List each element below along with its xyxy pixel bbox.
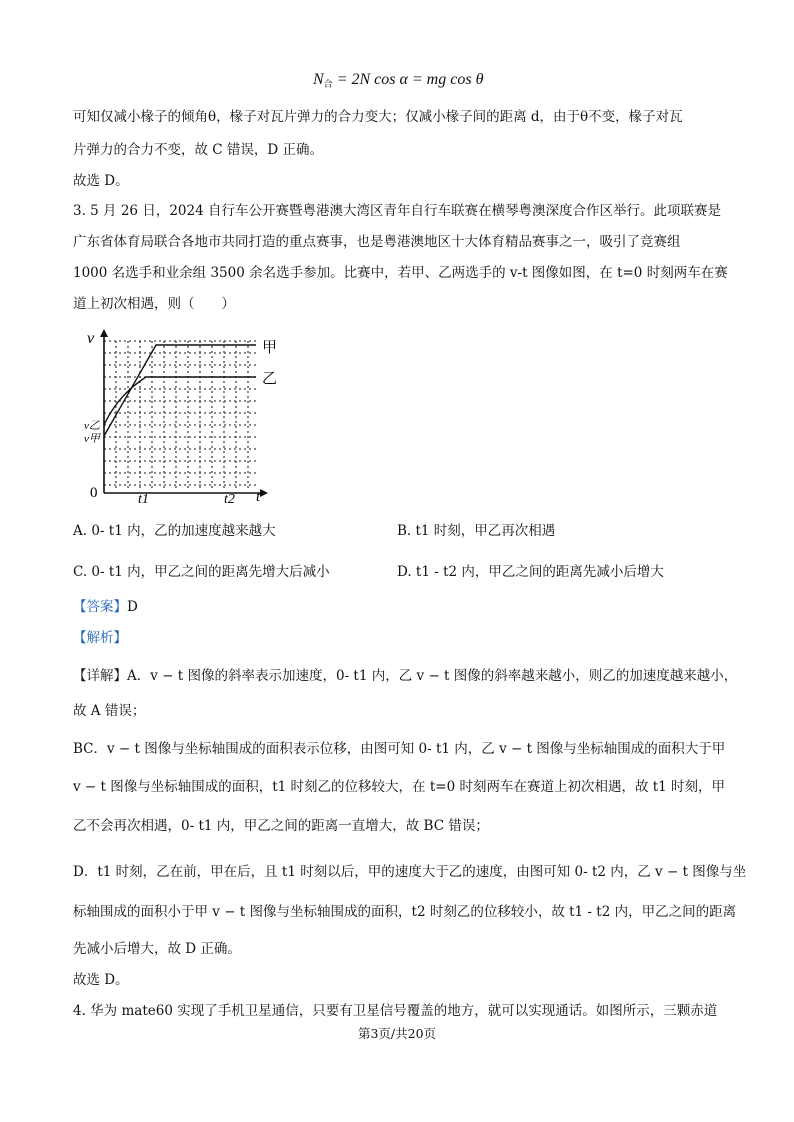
- y-axis-label: v: [87, 330, 95, 347]
- question-line-3: 1000 名选手和业余组 3500 余名选手参加。比赛中，若甲、乙两选手的 v-t 图像如图，在 t=0 时刻两车在赛: [73, 265, 728, 281]
- t1-label: t1: [138, 492, 149, 505]
- detail-line-3: BC．v − t 图像与坐标轴围成的面积表示位移，由图可知 0- t1 内，乙 v − t 图像与坐标轴围成的面积大于甲: [73, 741, 726, 757]
- detail-line-6: D．t1 时刻，乙在前，甲在后，且 t1 时刻以后，甲的速度大于乙的速度，由图可知 0- t2 内，乙 v − t 图像与坐: [73, 864, 747, 880]
- answer-label: 答案: [86, 599, 114, 615]
- prev-line-2: 片弹力的合力不变，故 C 错误，D 正确。: [73, 142, 324, 158]
- option-a: A. 0- t1 内，乙的加速度越来越大: [73, 523, 276, 539]
- detail-line-5: 乙不会再次相遇，0- t1 内，甲乙之间的距离一直增大，故 BC 错误；: [73, 818, 489, 834]
- answer-bracket-close: 】: [113, 599, 127, 615]
- series-yi-label: 乙: [262, 371, 278, 387]
- series-jia-line: [104, 345, 256, 436]
- v-jia-label: v甲: [84, 433, 100, 445]
- origin-label: 0: [90, 485, 98, 501]
- option-b: B. t1 时刻，甲乙再次相遇: [397, 523, 556, 539]
- prev-answer: 故选 D。: [73, 173, 129, 189]
- next-question-line: 4. 华为 mate60 实现了手机卫星通信，只要有卫星信号覆盖的地方，就可以实现通话。如图所示，三颗赤道: [73, 1003, 718, 1019]
- series-jia-label: 甲: [262, 340, 278, 356]
- option-c: C. 0- t1 内，甲乙之间的距离先增大后减小: [73, 564, 330, 580]
- option-d: D. t1 - t2 内，甲乙之间的距离先减小后增大: [397, 564, 664, 580]
- question-line-1: 3. 5 月 26 日，2024 自行车公开赛暨粤港澳大湾区青年自行车联赛在横琴粤澳深度合作区举行。此项联赛是: [73, 203, 721, 219]
- detail-line-7: 标轴围成的面积小于甲 v − t 图像与坐标轴围成的面积，t2 时刻乙的位移较小，故 t1 - t2 内，甲乙之间的距离: [73, 904, 737, 920]
- x-axis-label: t: [256, 489, 261, 505]
- detail-line-2: 故 A 错误；: [73, 703, 146, 719]
- detail-answer: 故选 D。: [73, 972, 129, 988]
- answer-value: D: [127, 599, 138, 615]
- page-footer: 第3页/共20页: [357, 1026, 437, 1041]
- formula-rest: = 2N cos α = mg cos θ: [332, 71, 484, 88]
- formula-n-subscript: 合: [323, 79, 333, 89]
- detail-line-4: v − t 图像与坐标轴围成的面积，t1 时刻乙的位移较大，在 t=0 时刻两车在赛道上初次相遇，故 t1 时刻，甲: [73, 779, 726, 795]
- vt-graph: [84, 325, 284, 505]
- detail-line-1: 【详解】A．v − t 图像的斜率表示加速度，0- t1 内，乙 v − t 图像的斜率越来越小，则乙的加速度越来越小，: [73, 668, 738, 684]
- t2-label: t2: [224, 492, 235, 505]
- analysis-label: 解析: [86, 630, 114, 646]
- prev-line-1: 可知仅减小椽子的倾角θ，椽子对瓦片弹力的合力变大；仅减小椽子间的距离 d，由于θ不变，椽子对瓦: [73, 109, 683, 125]
- graph-grid: [104, 341, 256, 491]
- answer-row: [73, 598, 138, 616]
- formula-n: N: [313, 71, 324, 88]
- v-yi-label: v乙: [84, 420, 100, 432]
- analysis-row: [73, 629, 127, 647]
- force-formula: [313, 71, 483, 90]
- detail-line-8: 先减小后增大，故 D 正确。: [73, 941, 241, 957]
- x-axis-arrow: [260, 489, 268, 497]
- answer-bracket-open: 【: [73, 599, 87, 615]
- analysis-bracket-close: 】: [113, 630, 127, 646]
- question-line-2: 广东省体育局联合各地市共同打造的重点赛事，也是粤港澳地区十大体育精品赛事之一，吸引了竞赛组: [73, 234, 681, 250]
- y-axis-arrow: [100, 329, 108, 337]
- question-line-4: 道上初次相遇，则（ ）: [73, 296, 235, 312]
- analysis-bracket-open: 【: [73, 630, 87, 646]
